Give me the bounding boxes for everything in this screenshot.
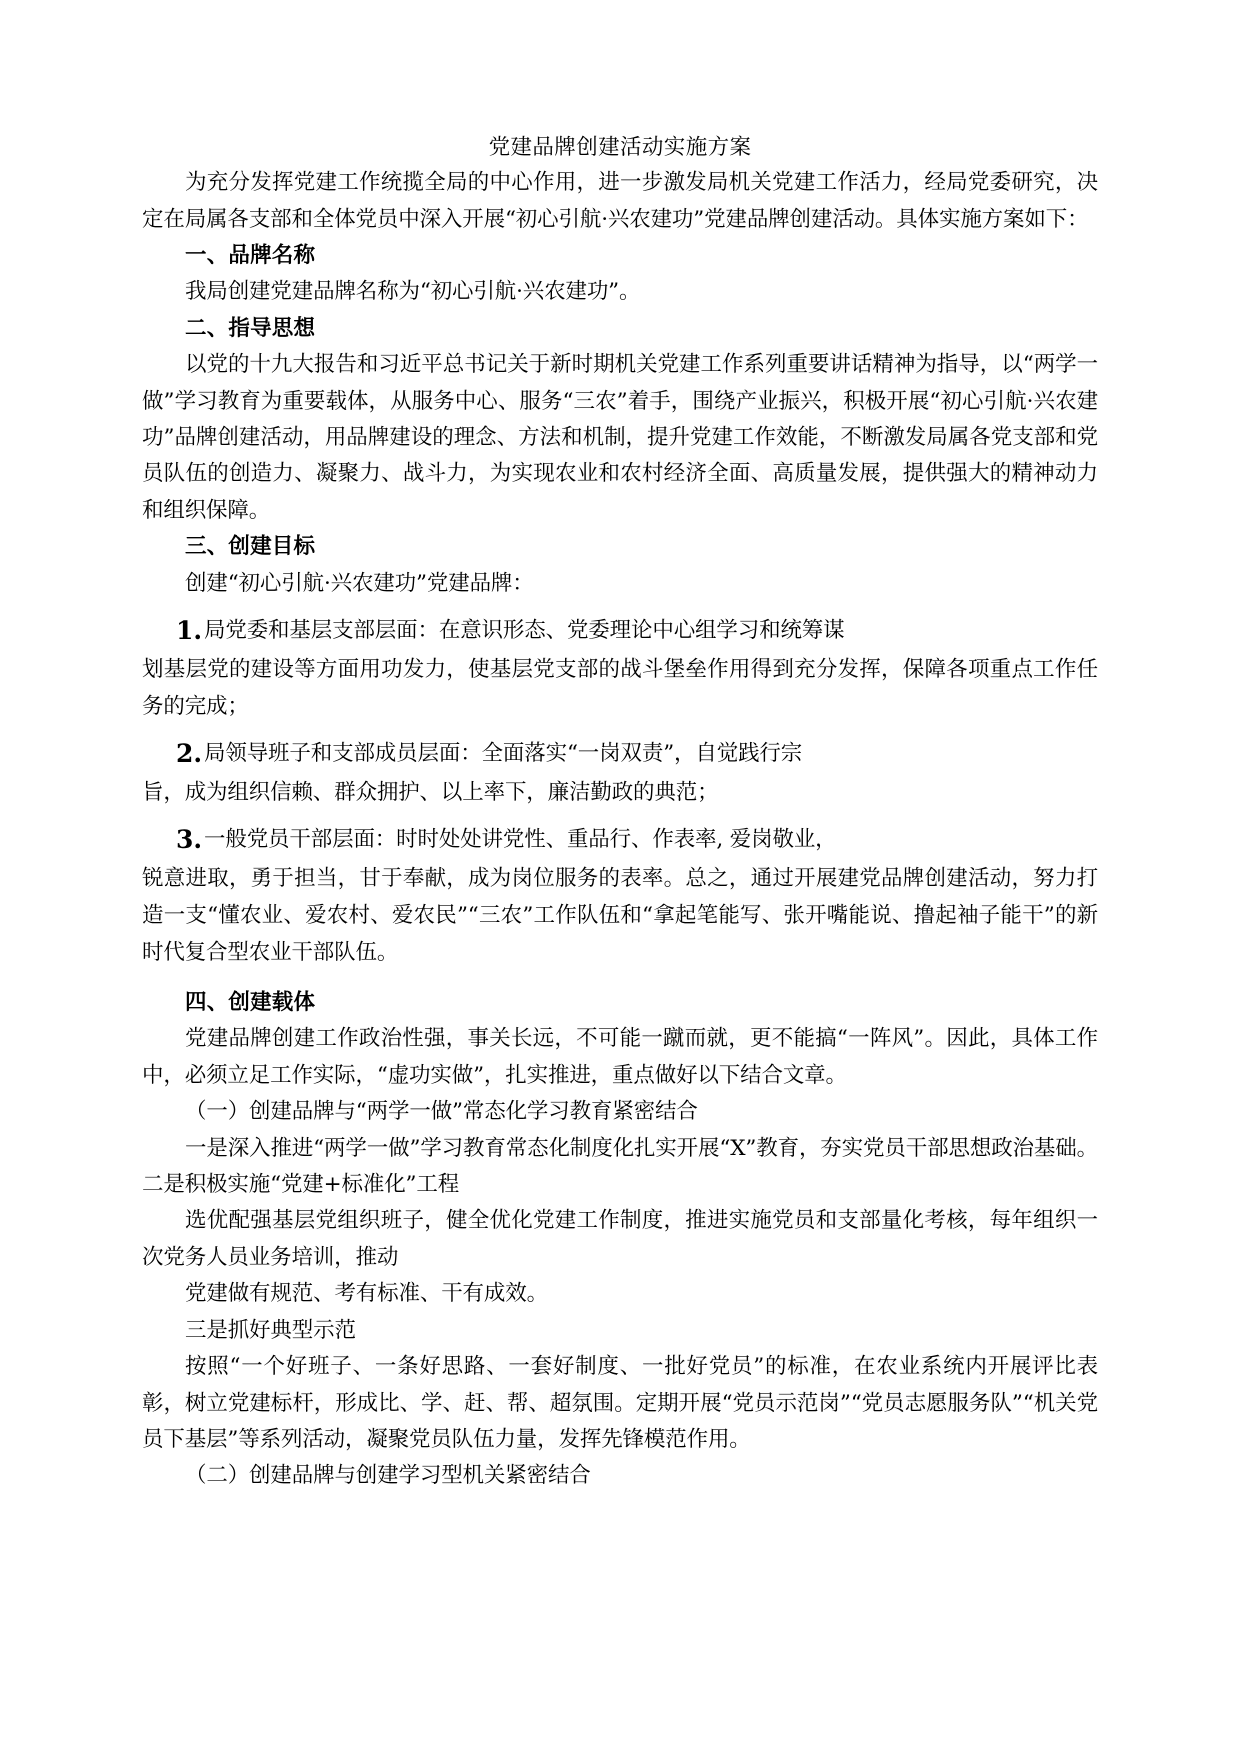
subsection-label-1: （一）创建品牌与“两学一做”常态化学习教育紧密结合 bbox=[185, 1099, 698, 1125]
goal-text bbox=[142, 820, 1098, 971]
section-heading-1: 一、品牌名称 bbox=[185, 242, 316, 268]
goal-text-tail: 旨，成为组织信赖、群众拥护、以上率下，廉洁勤政的典范； bbox=[142, 780, 719, 806]
goal-text-tail: 锐意进取，勇于担当，甘于奉献，成为岗位服务的表率。总之，通过开展建党品牌创建活动，努力打造一支“懂农业、爱农村、爱农民”“三农”工作队伍和“拿起笔能写、张开嘴能说、撸起袖子能干”的新时代复合型农业干部队伍。 bbox=[142, 866, 1098, 966]
goal-number: 3. bbox=[176, 825, 203, 855]
subsection-paragraph: 三是抓好典型示范 bbox=[185, 1317, 356, 1343]
subsection-paragraph: 选优配强基层党组织班子，健全优化党建工作制度，推进实施党员和支部量化考核，每年组织一次党务人员业务培训，推动 bbox=[142, 1208, 1098, 1270]
subsection-label-2: （二）创建品牌与创建学习型机关紧密结合 bbox=[185, 1463, 591, 1489]
section-body-1: 我局创建党建品牌名称为“初心引航·兴农建功”。 bbox=[185, 279, 641, 305]
section-body-2: 以党的十九大报告和习近平总书记关于新时期机关党建工作系列重要讲话精神为指导，以“两学一做”学习教育为重要载体，从服务中心、服务“三农”着手，围绕产业振兴，积极开展“初心引航·兴农建功”品牌创建活动，用品牌建设的理念、方法和机制，提升党建工作效能，不断激发局属各党支部和党员队伍的创造力、凝聚力、战斗力，为实现农业和农村经济全面、高质量发展，提供强大的精神动力和组织保障。 bbox=[142, 352, 1098, 523]
goal-list-item bbox=[142, 611, 1098, 725]
section-heading-2: 二、指导思想 bbox=[185, 315, 316, 341]
goal-list-item bbox=[142, 734, 1098, 811]
intro-paragraph: 为充分发挥党建工作统揽全局的中心作用，进一步激发局机关党建工作活力，经局党委研究，决定在局属各支部和全体党员中深入开展“初心引航·兴农建功”党建品牌创建活动。具体实施方案如下： bbox=[142, 170, 1098, 232]
goal-text-head: 局党委和基层支部层面：在意识形态、党委理论中心组学习和统筹谋 bbox=[204, 618, 845, 644]
subsection-paragraph: 党建做有规范、考有标准、干有成效。 bbox=[185, 1281, 548, 1307]
section-heading-3: 三、创建目标 bbox=[185, 534, 316, 560]
goal-text bbox=[142, 611, 1098, 725]
goal-number: 2. bbox=[176, 739, 203, 769]
subsection-paragraph: 按照“一个好班子、一条好思路、一套好制度、一批好党员”的标准，在农业系统内开展评比表彰，树立党建标杆，形成比、学、赶、帮、超氛围。定期开展“党员示范岗”“党员志愿服务队”“机关党员下基层”等系列活动，凝聚党员队伍力量，发挥先锋模范作用。 bbox=[142, 1354, 1098, 1452]
section-lead-3: 创建“初心引航·兴农建功”党建品牌： bbox=[185, 570, 534, 596]
page-title: 党建品牌创建活动实施方案 bbox=[488, 135, 752, 160]
goal-number: 1. bbox=[176, 616, 203, 646]
goal-list-item bbox=[142, 820, 1098, 971]
goal-text-tail: 划基层党的建设等方面用功发力，使基层党支部的战斗堡垒作用得到充分发挥，保障各项重点工作任务的完成； bbox=[142, 657, 1098, 720]
section-heading-4: 四、创建载体 bbox=[185, 990, 316, 1016]
subsection-paragraph: 一是深入推进“两学一做”学习教育常态化制度化扎实开展“X”教育，夯实党员干部思想政治基础。二是积极实施“党建+标准化”工程 bbox=[142, 1135, 1098, 1198]
goal-text-head: 局领导班子和支部成员层面：全面落实“一岗双责”，自觉践行宗 bbox=[204, 741, 803, 767]
section-body-4: 党建品牌创建工作政治性强，事关长远，不可能一蹴而就，更不能搞“一阵风”。因此，具体工作中，必须立足工作实际，“虚功实做”，扎实推进，重点做好以下结合文章。 bbox=[142, 1026, 1098, 1088]
goal-text-head: 一般党员干部层面：时时处处讲党性、重品行、作表率, 爱岗敬业， bbox=[204, 827, 837, 853]
goal-text bbox=[142, 734, 1098, 811]
